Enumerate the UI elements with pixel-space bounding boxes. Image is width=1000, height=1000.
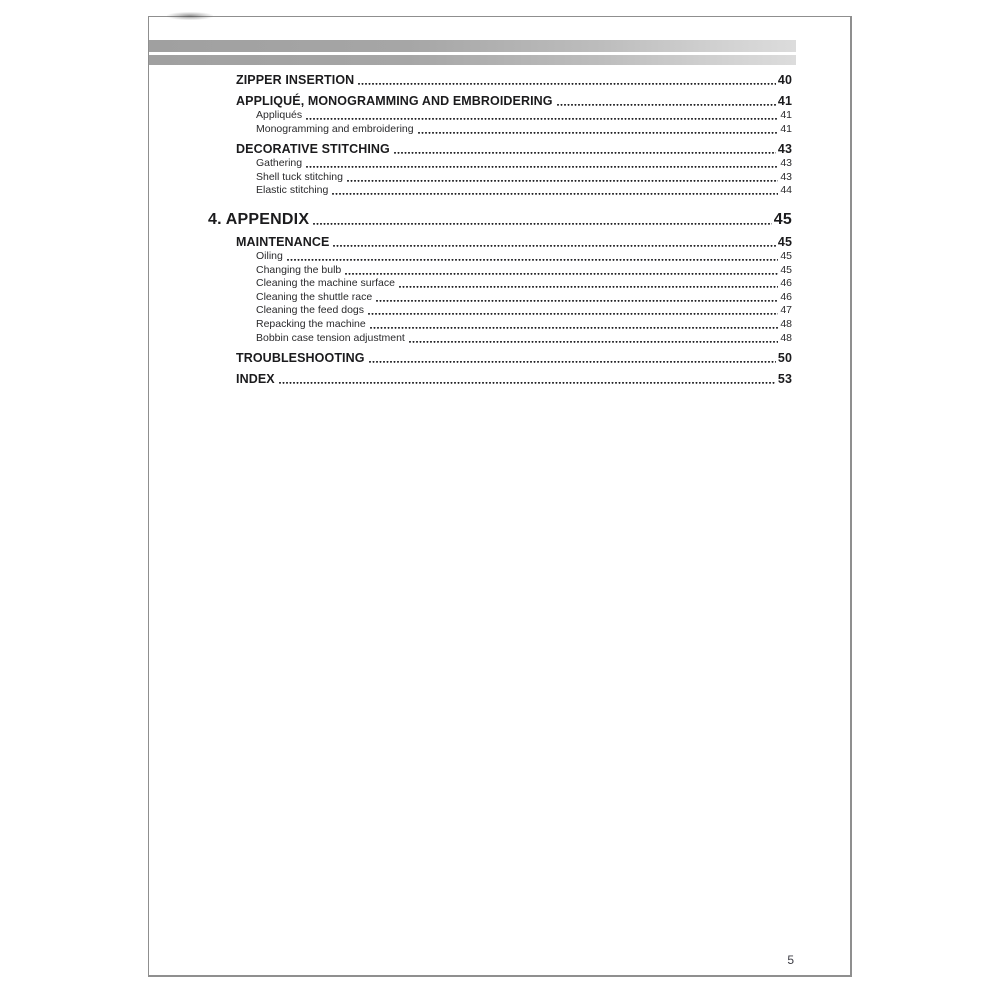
dot-leader (332, 193, 778, 195)
toc-entry-label: 4. APPENDIX (208, 210, 310, 228)
dot-leader (376, 300, 778, 302)
toc-entry (236, 235, 792, 250)
dot-leader (368, 313, 778, 315)
toc-entry-page: 41 (780, 122, 792, 135)
toc-entry-label: Elastic stitching (256, 184, 329, 197)
toc-entry (256, 171, 792, 185)
toc-entry (236, 372, 792, 387)
toc-entry-label: APPLIQUÉ, MONOGRAMMING AND EMBROIDERING (236, 94, 553, 108)
dot-leader (345, 273, 778, 275)
toc-entry-label: Bobbin case tension adjustment (256, 331, 405, 344)
toc-entry-page: 48 (780, 331, 792, 344)
table-of-contents (208, 73, 792, 387)
toc-entry-page: 43 (780, 170, 792, 183)
toc-entry (256, 264, 792, 278)
manual-page (148, 16, 852, 977)
toc-entry-page: 45 (773, 210, 792, 228)
toc-entry-label: ZIPPER INSERTION (236, 73, 355, 87)
toc-entry-label: DECORATIVE STITCHING (236, 142, 390, 157)
toc-entry-label: Cleaning the feed dogs (256, 304, 364, 317)
toc-entry (236, 142, 792, 157)
toc-entry (256, 277, 792, 291)
toc-entry (256, 291, 792, 305)
toc-entry-label: TROUBLESHOOTING (236, 351, 365, 366)
toc-entry-page: 45 (780, 249, 792, 262)
toc-entry-page: 41 (780, 109, 792, 121)
dot-leader (369, 361, 776, 363)
toc-entry-page: 44 (780, 184, 792, 197)
toc-entry-label: Oiling (256, 249, 283, 262)
toc-entry-page: 48 (780, 317, 792, 330)
toc-entry-label: Repacking the machine (256, 317, 366, 330)
dot-leader (287, 259, 778, 261)
dot-leader (358, 83, 776, 85)
toc-entry-page: 46 (780, 290, 792, 303)
dot-leader (306, 166, 778, 168)
toc-entry (236, 94, 792, 109)
dot-leader (418, 132, 779, 134)
toc-entry (256, 157, 792, 171)
page-number: 5 (787, 953, 794, 967)
page-header-bars (149, 40, 796, 65)
toc-entry-page: 41 (777, 94, 792, 108)
dot-leader (279, 382, 776, 384)
toc-entry (256, 332, 792, 346)
toc-entry-page: 50 (777, 351, 792, 366)
toc-entry-page: 43 (780, 157, 792, 170)
dot-leader (394, 152, 776, 154)
dot-leader (313, 223, 772, 225)
dot-leader (306, 118, 778, 120)
toc-entry-label: Appliqués (256, 109, 303, 121)
toc-entry-label: Cleaning the shuttle race (256, 290, 373, 303)
toc-entry-page: 45 (780, 263, 792, 276)
toc-entry-page: 47 (780, 304, 792, 317)
toc-entry-label: INDEX (236, 372, 275, 387)
toc-entry (256, 318, 792, 332)
scan-artifact (167, 12, 213, 20)
toc-entry-page: 40 (777, 73, 792, 87)
dot-leader (370, 327, 779, 329)
dot-leader (333, 245, 775, 247)
toc-entry (256, 304, 792, 318)
toc-entry (208, 210, 792, 229)
header-bar-top (149, 40, 796, 52)
toc-entry (256, 123, 792, 137)
toc-entry (256, 109, 792, 123)
toc-entry-label: Monogramming and embroidering (256, 122, 414, 135)
toc-entry-page: 53 (777, 372, 792, 387)
toc-entry-label: Shell tuck stitching (256, 170, 343, 183)
toc-entry-page: 43 (777, 142, 792, 157)
header-bar-bottom (149, 55, 796, 65)
toc-entry-label: Gathering (256, 157, 303, 170)
toc-entry (256, 184, 792, 198)
dot-leader (399, 286, 778, 288)
toc-entry (236, 351, 792, 366)
dot-leader (557, 104, 776, 106)
toc-entry-page: 45 (777, 234, 792, 249)
dot-leader (347, 180, 778, 182)
toc-entry-label: Cleaning the machine surface (256, 277, 395, 290)
dot-leader (409, 341, 778, 343)
toc-entry-label: Changing the bulb (256, 263, 342, 276)
toc-entry-page: 46 (780, 277, 792, 290)
toc-entry (236, 73, 792, 88)
toc-entry (256, 250, 792, 264)
toc-entry-label: MAINTENANCE (236, 234, 330, 249)
